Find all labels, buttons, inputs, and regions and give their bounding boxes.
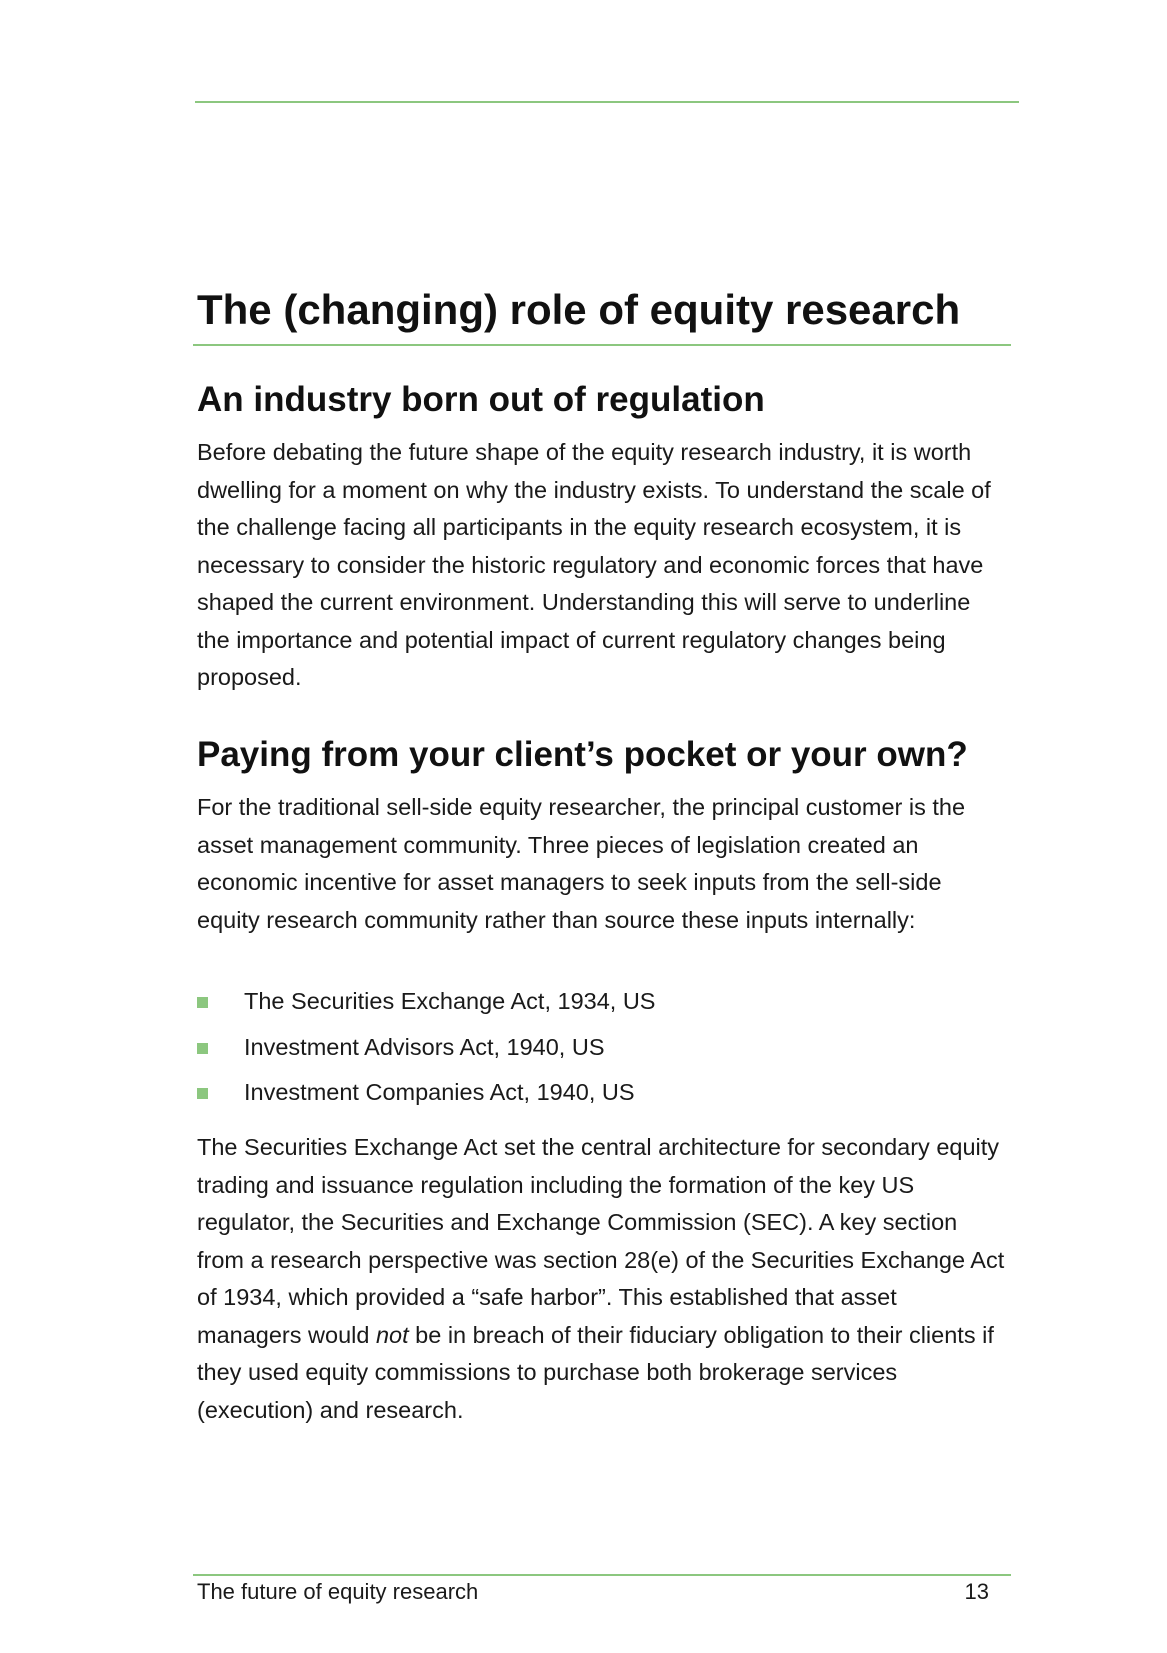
- section-heading-regulation: An industry born out of regulation: [197, 380, 765, 419]
- square-bullet-icon: [197, 1043, 208, 1054]
- list-item-text: Investment Advisors Act, 1940, US: [244, 1033, 605, 1060]
- square-bullet-icon: [197, 1088, 208, 1099]
- list-item: [197, 1031, 997, 1077]
- list-item: [197, 1076, 997, 1122]
- list-item: [197, 985, 997, 1031]
- square-bullet-icon: [197, 997, 208, 1008]
- section-paragraph-safe-harbor: [197, 1129, 1007, 1429]
- section-paragraph-paying: For the traditional sell-side equity researcher, the principal customer is the asset management community. Three pieces of legislation created an economic incentive for asset managers to seek inputs from the sell-side equity research community rather than source these inputs internally:: [197, 794, 966, 933]
- safe-harbor-text-start: The Securities Exchange Act set the central architecture for secondary equity trading and issuance regulation including the formation of the key US regulator, the Securities and Exchange Commission (SEC). A key section from a research perspective was section 28(e) of the Securities Exchange Act of 1934, which provided a “safe harbor”. This established that asset managers would: [197, 1134, 1005, 1348]
- emphasis-not: not: [375, 1321, 409, 1348]
- section-paragraph-regulation: Before debating the future shape of the equity research industry, it is worth dwelling for a moment on why the industry exists. To understand the scale of the challenge facing all participants in the equity research ecosystem, it is necessary to consider the historic regulatory and economic forces that have shaped the current environment. Understanding this will serve to underline the importance and potential impact of current regulatory changes being proposed.: [197, 439, 991, 690]
- list-item-text: The Securities Exchange Act, 1934, US: [244, 988, 656, 1014]
- list-item-text: Investment Companies Act, 1940, US: [244, 1079, 635, 1105]
- page-title: The (changing) role of equity research: [197, 286, 961, 333]
- footer-publication-title: The future of equity research: [197, 1579, 479, 1604]
- footer-rule: [193, 1574, 1011, 1576]
- legislation-bullet-list: [197, 985, 997, 1122]
- header-rule: [195, 101, 1019, 103]
- title-underline-rule: [193, 344, 1011, 346]
- page-number: 13: [964, 1579, 989, 1604]
- section-heading-paying: Paying from your client’s pocket or your own?: [197, 735, 968, 774]
- safe-harbor-text-end: be in breach of their fiduciary obligation to their clients if they used equity commissions to purchase both brokerage services (execution) and research.: [197, 1321, 994, 1423]
